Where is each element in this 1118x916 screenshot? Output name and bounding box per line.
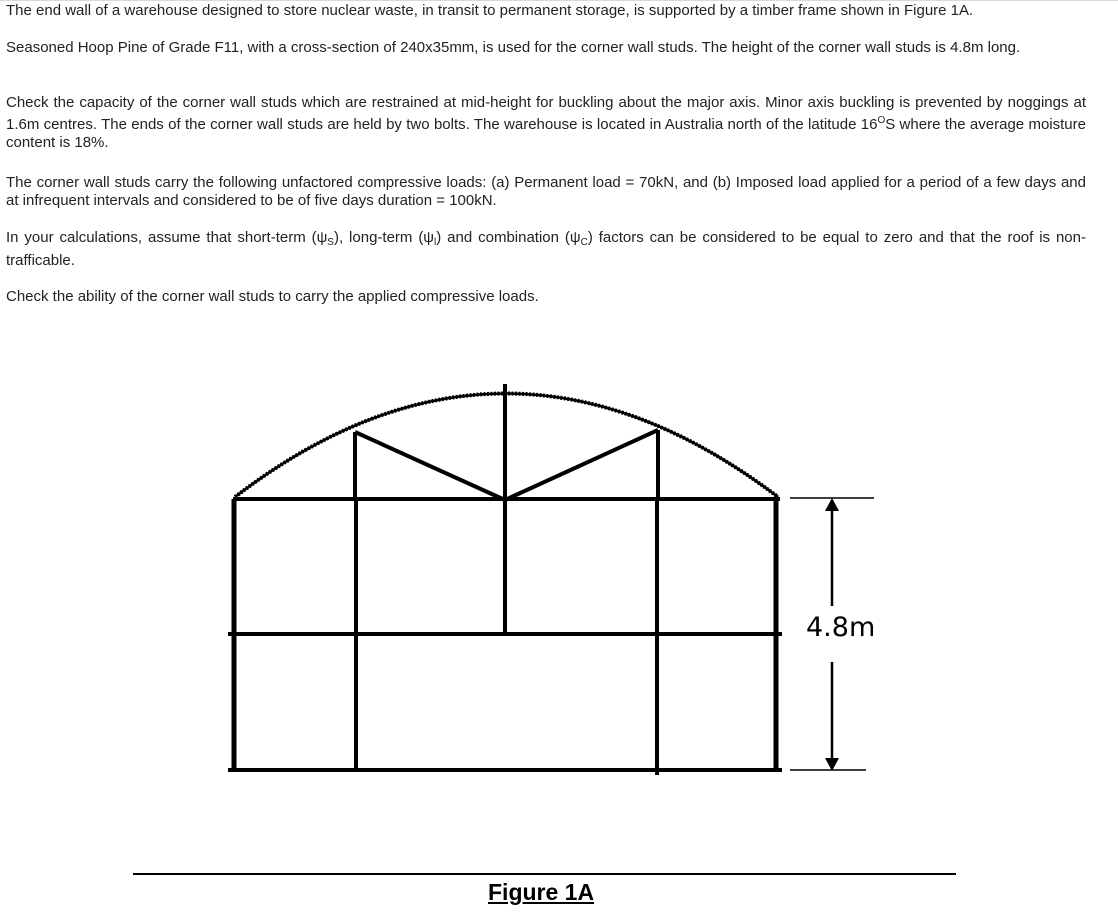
degree-superscript: O xyxy=(877,115,886,126)
paragraph-material-text: Seasoned Hoop Pine of Grade F11, with a cross-section of 240x35mm, is used for the corner wall studs. The height of the corner wall studs is 4.8m long. xyxy=(6,39,1021,56)
psi-s-subscript: S xyxy=(327,237,334,248)
dimension-arrow-down xyxy=(825,758,839,771)
dimension-arrow-up xyxy=(825,498,839,511)
paragraph-task-text: Check the ability of the corner wall studs to carry the applied compressive loads. xyxy=(6,288,539,305)
paragraph-buckling-text-a: Check the capacity of the corner wall studs which are restrained at mid-height for buckling about the major axis. Minor axis buckling is prevented by noggings at 1.6m centres. The ends of the corner wall studs are held by two bolts. The warehouse is located in Australia north of the latitude 16 xyxy=(6,94,1086,133)
paragraph-factors-text-d: ) factors can be considered to be equal to zero and that the roof is non-trafficable. xyxy=(6,229,1086,269)
truss-diagonal-right xyxy=(505,430,658,500)
paragraph-factors-text-a: In your calculations, assume that short-term (ψ xyxy=(6,229,328,246)
paragraph-buckling-text-b: S where the average moisture content is 18%. xyxy=(6,116,1086,151)
caption-rule xyxy=(133,873,956,875)
paragraph-factors-text-b: ), long-term (ψ xyxy=(333,229,435,246)
truss-diagonal-left xyxy=(355,432,505,500)
figure-caption: Figure 1A xyxy=(488,879,595,905)
paragraph-loads-text: The corner wall studs carry the following unfactored compressive loads: (a) Permanent load = 70kN, and (b) Imposed load applied for a period of a few days and at infrequent intervals and considered to be of five days duration = 100kN. xyxy=(6,174,1086,209)
psi-l-subscript: l xyxy=(434,237,437,248)
paragraph-intro-text: The end wall of a warehouse designed to store nuclear waste, in transit to permanent storage, is supported by a timber frame shown in Figure 1A. xyxy=(6,2,974,19)
dimension-label: 4.8m xyxy=(806,612,876,643)
paragraph-factors-text-c: ) and combination (ψ xyxy=(436,229,581,246)
psi-c-subscript: C xyxy=(580,237,588,248)
